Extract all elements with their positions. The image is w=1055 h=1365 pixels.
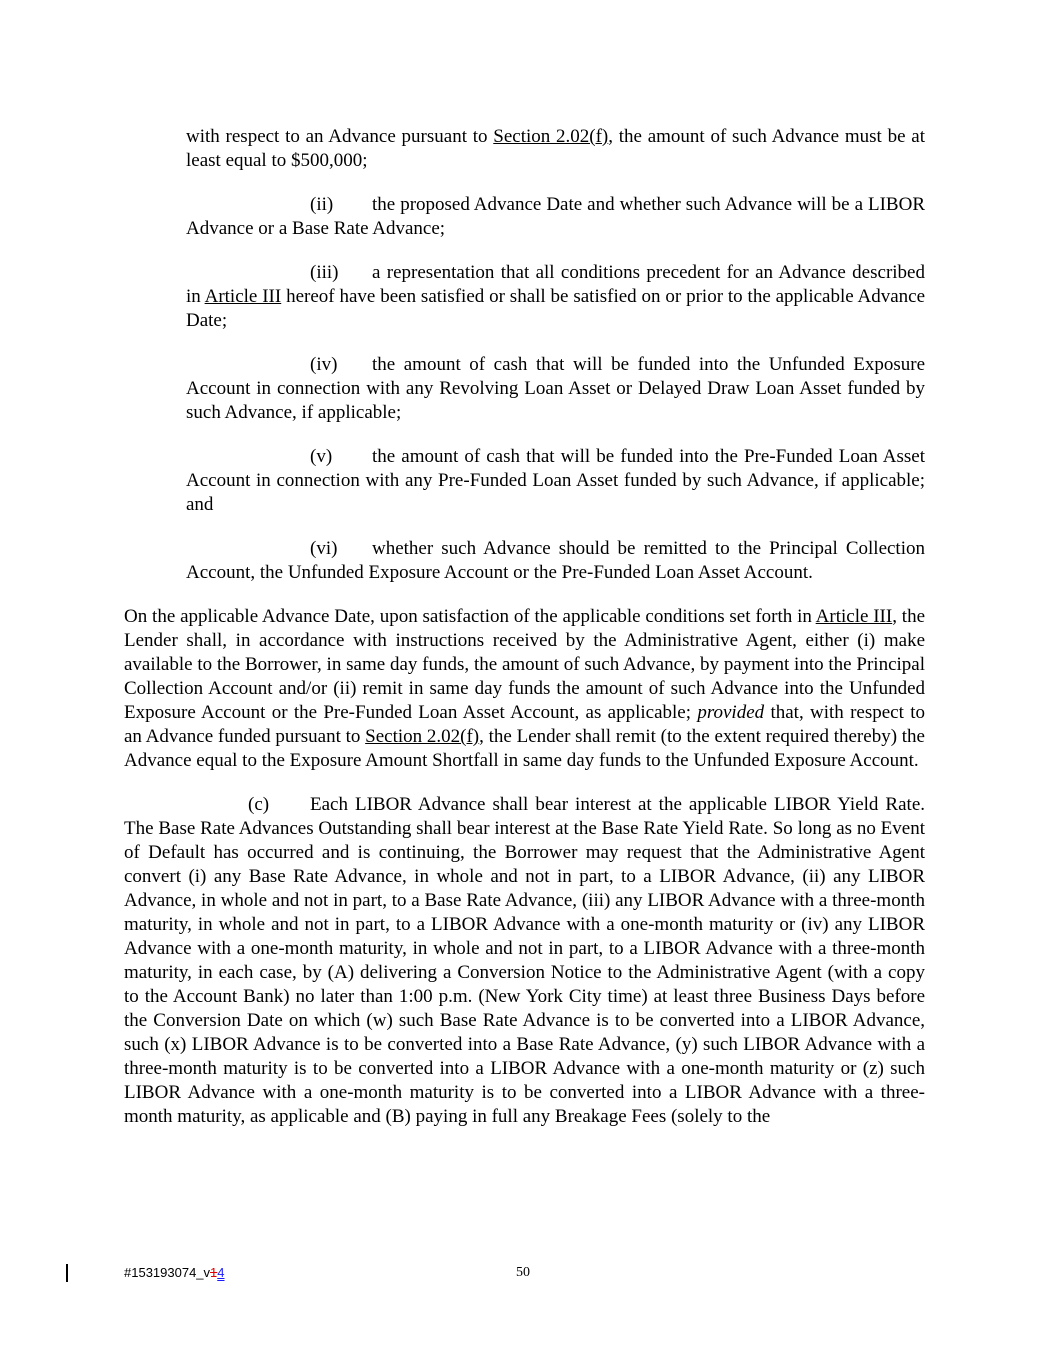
text: , the amount of such Advance must be at least equal to $500,000;: [186, 126, 925, 171]
change-bar: [66, 1264, 68, 1282]
text: , the Lender shall, in accordance with instructions received by the Administrative Agent, either (i) make available to the Borrower, in same day funds, the amount of such Advance, by payment into the Principal Collection Account and/or (ii) remit in same day funds the amount of such Advance into the Unfunded Exposure Account or the Pre-Funded Loan Asset Account, as applicable;: [124, 606, 926, 723]
document-body: [0, 125, 1055, 1149]
clause-text: the amount of cash that will be funded into the Unfunded Exposure Account in connection with any Revolving Loan Asset or Delayed Draw Loan Asset funded by such Advance, if applicable;: [186, 354, 925, 423]
clause-text: Each LIBOR Advance shall bear interest at the applicable LIBOR Yield Rate. The Base Rate Advances Outstanding shall bear interest at the Base Rate Yield Rate. So long as no Event of Default has occurred and is continuing, the Borrower may request that the Administrative Agent convert (i) any Base Rate Advance, in whole and not in part, to a LIBOR Advance, (ii) any LIBOR Advance, in whole and not in part, to a Base Rate Advance, (iii) any LIBOR Advance with a three-month maturity, in whole and not in part, to a LIBOR Advance with a one-month maturity or (iv) any LIBOR Advance with a one-month maturity, in whole and not in part, to a LIBOR Advance with a three-month maturity, in each case, by (A) delivering a Conversion Notice to the Administrative Agent (with a copy to the Account Bank) no later than 1:00 p.m. (New York City time) at least three Business Days before the Conversion Date on which (w) such Base Rate Advance is to be converted into a LIBOR Advance, such (x) LIBOR Advance is to be converted into a Base Rate Advance, (y) such LIBOR Advance with a three-month maturity is to be converted into a LIBOR Advance with a one-month maturity or (z) such LIBOR Advance with a one-month maturity is to be converted into a LIBOR Advance with a three-month maturity, as applicable and (B) paying in full any Breakage Fees (solely to the: [124, 794, 925, 1127]
clause-label: (v): [310, 446, 333, 467]
inserted-revision: 4: [217, 1265, 225, 1280]
clause-c: [124, 793, 925, 1129]
clause-iii: [186, 261, 925, 333]
clause-ii: [186, 193, 925, 241]
doc-id-text: #153193074_v: [124, 1265, 211, 1280]
clause-label: (ii): [310, 194, 334, 215]
italic-term: provided: [697, 702, 765, 723]
clause-iv: [186, 353, 925, 425]
text: with respect to an Advance pursuant to: [186, 126, 494, 147]
clause-vi: [186, 537, 925, 585]
clause-label: (iii): [310, 262, 339, 283]
clause-text: whether such Advance should be remitted to the Principal Collection Account, the Unfunded Exposure Account or the Pre-Funded Loan Asset Account.: [186, 538, 925, 583]
deleted-revision: 1: [210, 1265, 218, 1280]
article-reference-link: Article III: [204, 286, 282, 307]
document-id: [124, 1265, 225, 1280]
paragraph-advance-date: [124, 605, 925, 773]
clause-label: (vi): [310, 538, 338, 559]
clause-text: a representation that all conditions precedent for an Advance described in: [186, 262, 925, 307]
clause-text: the proposed Advance Date and whether such Advance will be a LIBOR Advance or a Base Rate Advance;: [186, 194, 925, 239]
page-number: 50: [516, 1265, 530, 1280]
clause-label: (iv): [310, 354, 338, 375]
text: On the applicable Advance Date, upon satisfaction of the applicable conditions set forth in: [124, 606, 816, 627]
article-reference-link: Article III: [815, 606, 893, 627]
section-reference-link: Section 2.02(f): [365, 726, 480, 747]
clause-v: [186, 445, 925, 517]
section-reference-link: Section 2.02(f): [493, 126, 609, 147]
clause-text: the amount of cash that will be funded into the Pre-Funded Loan Asset Account in connection with any Pre-Funded Loan Asset funded by such Advance, if applicable; and: [186, 446, 925, 515]
clause-text: hereof have been satisfied or shall be satisfied on or prior to the applicable Advance Date;: [186, 286, 926, 331]
text: , the Lender shall remit (to the extent required thereby) the Advance equal to the Exposure Amount Shortfall in same day funds to the Unfunded Exposure Account.: [124, 726, 925, 771]
text: that, with respect to an Advance funded pursuant to: [124, 702, 925, 747]
paragraph-advance-amount: [186, 125, 925, 173]
clause-label: (c): [248, 794, 270, 815]
